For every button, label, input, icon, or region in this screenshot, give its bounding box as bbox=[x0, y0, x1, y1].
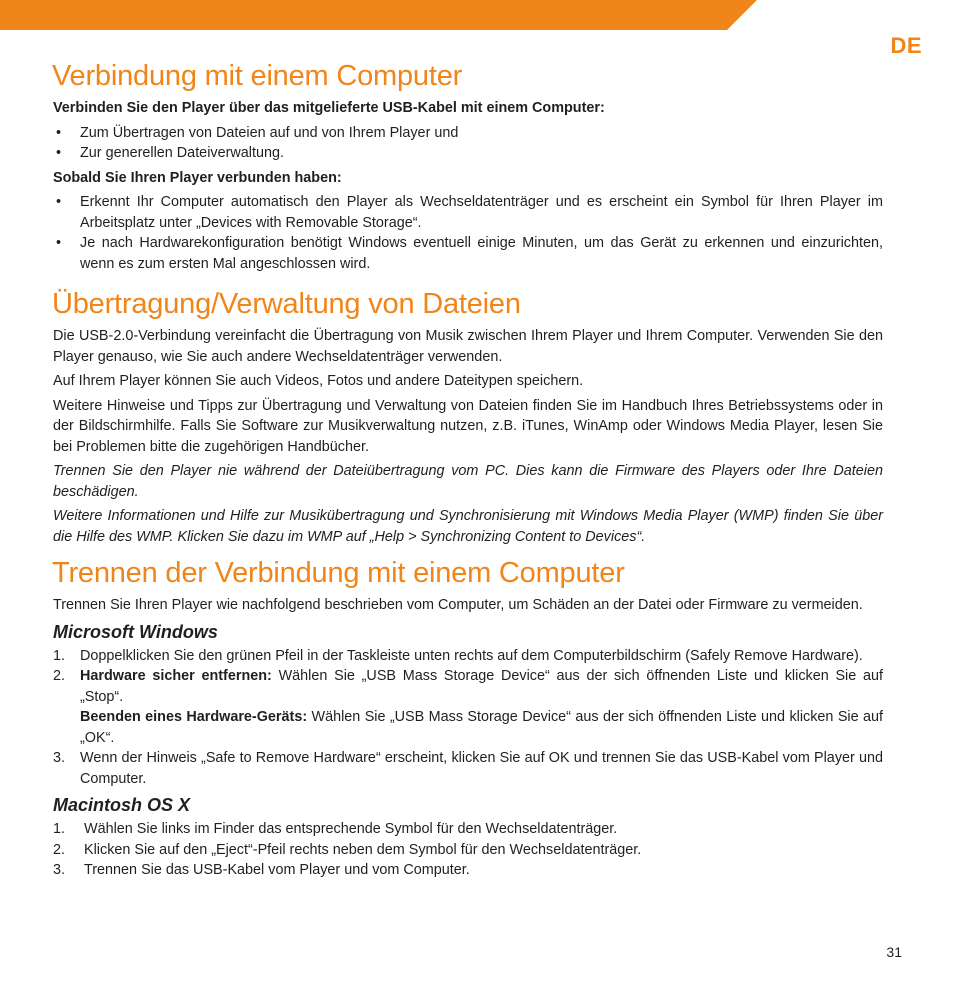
windows-steps bbox=[53, 646, 883, 790]
step-text: Wählen Sie links im Finder das entsprechende Symbol für den Wechseldatenträger. bbox=[84, 821, 618, 837]
list-item bbox=[53, 860, 883, 881]
step-number: 3. bbox=[53, 750, 66, 766]
list-item bbox=[53, 233, 883, 274]
list-item bbox=[53, 123, 883, 144]
language-tag: DE bbox=[890, 33, 922, 58]
bullet-mark: • bbox=[56, 124, 62, 141]
step-text: Wählen Sie „USB Mass Storage Device“ aus der sich öffnenden Liste und klicken Sie auf „Stop“. bbox=[80, 668, 884, 705]
section-title-disconnect: Trennen der Verbindung mit einem Computer bbox=[52, 557, 625, 589]
disconnect-intro: Trennen Sie Ihren Player wie nachfolgend beschrieben vom Computer, um Schäden an der Datei oder Firmware zu vermeiden. bbox=[53, 597, 863, 613]
mac-heading: Macintosh OS X bbox=[53, 795, 191, 815]
list-item-continued bbox=[53, 707, 883, 748]
bullet-mark: • bbox=[56, 194, 62, 210]
step-text: Doppelklicken Sie den grünen Pfeil in der Taskleiste unten rechts auf dem Computerbildschirm (Safely Remove Hardware). bbox=[80, 647, 863, 664]
transfer-paragraph-3: Weitere Hinweise und Tipps zur Übertragung und Verwaltung von Dateien finden Sie im Handbuch Ihres Betriebssystems oder in der Bildschirmhilfe. Falls Sie Software zur Musikverwaltung nutzen, z.B. iTunes, WinAmp oder Windows Media Player, lesen Sie bei Problemen bitte die zugehörigen Handbücher. bbox=[53, 397, 883, 455]
list-item bbox=[53, 748, 883, 789]
step-bold-label: Hardware sicher entfernen: bbox=[80, 668, 272, 684]
step-text: Klicken Sie auf den „Eject“-Pfeil rechts neben dem Symbol für den Wechseldatenträger. bbox=[84, 841, 642, 858]
connected-heading: Sobald Sie Ihren Player verbunden haben: bbox=[53, 169, 342, 186]
list-item-text: Je nach Hardwarekonfiguration benötigt Windows eventuell einige Minuten, um das Gerät zu erkennen und einzurichten, wenn es zum ersten Mal angeschlossen wird. bbox=[80, 235, 883, 272]
step-number: 2. bbox=[53, 668, 66, 684]
bullet-mark: • bbox=[56, 145, 62, 161]
list-item bbox=[53, 192, 883, 233]
transfer-warning-note: Trennen Sie den Player nie während der Dateiübertragung vom PC. Dies kann die Firmware des Players oder Ihre Dateien beschädigen. bbox=[53, 463, 883, 500]
transfer-paragraph-1: Die USB-2.0-Verbindung vereinfacht die Übertragung von Musik zwischen Ihrem Player und Ihrem Computer. Verwenden Sie den Player genauso, wie Sie auch andere Wechseldatenträger verwenden. bbox=[53, 328, 883, 365]
list-item bbox=[53, 143, 883, 164]
orange-header-bar bbox=[0, 0, 954, 30]
list-item bbox=[53, 840, 883, 861]
list-item-text: Zum Übertragen von Dateien auf und von Ihrem Player und bbox=[80, 124, 459, 141]
mac-steps bbox=[53, 819, 883, 881]
windows-heading: Microsoft Windows bbox=[53, 621, 218, 642]
list-item-text: Zur generellen Dateiverwaltung. bbox=[80, 145, 284, 161]
connected-list bbox=[53, 192, 883, 274]
step-number: 3. bbox=[53, 862, 66, 878]
list-item bbox=[53, 819, 883, 840]
list-item-text: Erkennt Ihr Computer automatisch den Player als Wechseldatenträger und es erscheint ein Symbol für Ihren Player im Arbeitsplatz unter „Devices with Removable Storage“. bbox=[80, 194, 883, 231]
list-item bbox=[53, 666, 883, 707]
connect-intro: Verbinden Sie den Player über das mitgelieferte USB-Kabel mit einem Computer: bbox=[53, 100, 605, 116]
list-item bbox=[53, 646, 883, 667]
step-number: 2. bbox=[53, 841, 66, 858]
step-text: Trennen Sie das USB-Kabel vom Player und vom Computer. bbox=[84, 862, 470, 878]
section-title-connect: Verbindung mit einem Computer bbox=[52, 60, 463, 92]
step-bold-label: Beenden eines Hardware-Geräts: bbox=[80, 709, 308, 725]
step-text: Wählen Sie „USB Mass Storage Device“ aus der sich öffnenden Liste und klicken Sie auf „OK“. bbox=[80, 709, 884, 746]
connect-purpose-list bbox=[53, 123, 883, 164]
page-content bbox=[53, 58, 883, 885]
step-text: Wenn der Hinweis „Safe to Remove Hardware“ erscheint, klicken Sie auf OK und trennen Sie das USB-Kabel vom Player und Computer. bbox=[80, 750, 883, 787]
bullet-mark: • bbox=[56, 235, 62, 251]
transfer-paragraph-2: Auf Ihrem Player können Sie auch Videos, Fotos und andere Dateitypen speichern. bbox=[53, 373, 584, 389]
step-number: 1. bbox=[53, 821, 66, 837]
page-number: 31 bbox=[886, 944, 902, 960]
step-number: 1. bbox=[53, 647, 66, 664]
transfer-wmp-note: Weitere Informationen und Hilfe zur Musikübertragung und Synchronisierung mit Windows Media Player (WMP) finden Sie über die Hilfe des WMP. Klicken Sie dazu im WMP auf „Help > Synchronizing Content to Devices“. bbox=[53, 508, 883, 545]
section-title-transfer: Übertragung/Verwaltung von Dateien bbox=[52, 288, 521, 320]
